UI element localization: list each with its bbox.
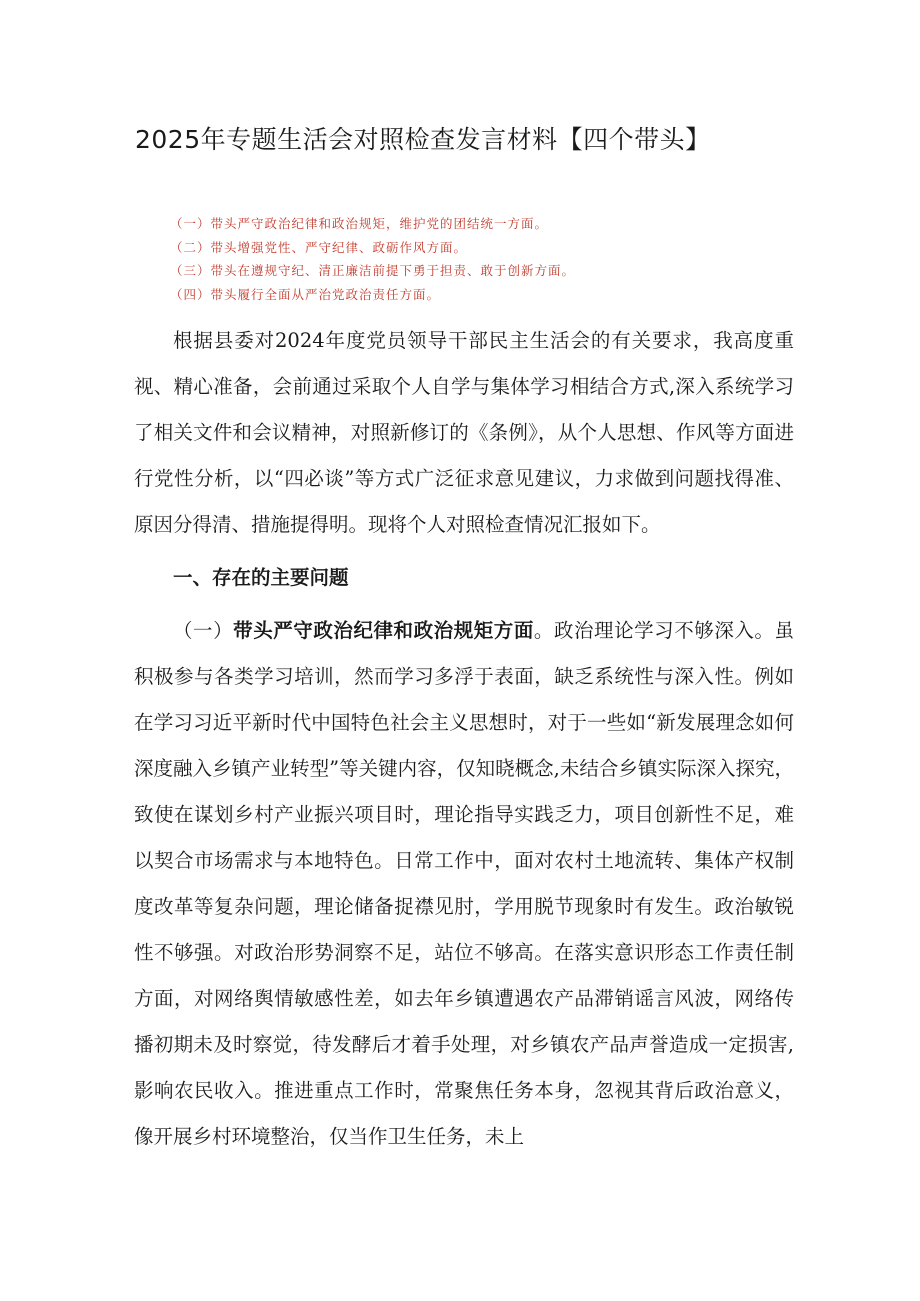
outline-item: （一）带头严守政治纪律和政治规矩，维护党的团结统一方面。 — [170, 216, 549, 231]
outline-item: （二）带头增强党性、严守纪律、政砺作风方面。 — [170, 239, 468, 255]
outline-list — [170, 212, 575, 306]
paragraph-number: （一） — [173, 619, 234, 642]
document-title: 2025年专题生活会对照检查发言材料【四个带头】 — [135, 125, 711, 154]
outline-item: （四）带头履行全面从严治党政治责任方面。 — [170, 286, 441, 302]
body-paragraph — [134, 608, 794, 1160]
outline-item: （三）带头在遵规守纪、清正廉洁前提下勇于担责、敢于创新方面。 — [170, 263, 576, 278]
section-heading: 一、存在的主要问题 — [173, 566, 349, 589]
intro-paragraph: 根据县委对2024年度党员领导干部民主生活会的有关要求，我高度重视、精心准备，会前通过采取个人自学与集体学习相结合方式,深入系统学习了相关文件和会议精神，对照新修订的《条例》，从个人思想、作风等方面进行党性分析，以“四必谈”等方式广泛征求意见建议，力求做到问题找得准、原因分得清、措施提得明。现将个人对照检查情况汇报如下。 — [134, 329, 794, 536]
paragraph-text: 。政治理论学习不够深入。虽积极参与各类学习培训，然而学习多浮于表面，缺乏系统性与深入性。例如在学习习近平新时代中国特色社会主义思想时，对于一些如“新发展理念如何深度融入乡镇产业转型”等关键内容，仅知晓概念,未结合乡镇实际深入探究，致使在谋划乡村产业振兴项目时，理论指导实践乏力，项目创新性不足，难以契合市场需求与本地特色。日常工作中，面对农村土地流转、集体产权制度改革等复杂问题，理论储备捉襟见肘，学用脱节现象时有发生。政治敏锐性不够强。对政治形势洞察不足，站位不够高。在落实意识形态工作责任制方面，对网络舆情敏感性差，如去年乡镇遭遇农产品滞销谣言风波，网络传播初期未及时察觉，待发酵后才着手处理，对乡镇农产品声誉造成一定损害,影响农民收入。推进重点工作时，常聚焦任务本身，忽视其背后政治意义，像开展乡村环境整治，仅当作卫生任务，未上 — [134, 619, 794, 1148]
paragraph-subheading: 带头严守政治纪律和政治规矩方面 — [233, 619, 534, 642]
